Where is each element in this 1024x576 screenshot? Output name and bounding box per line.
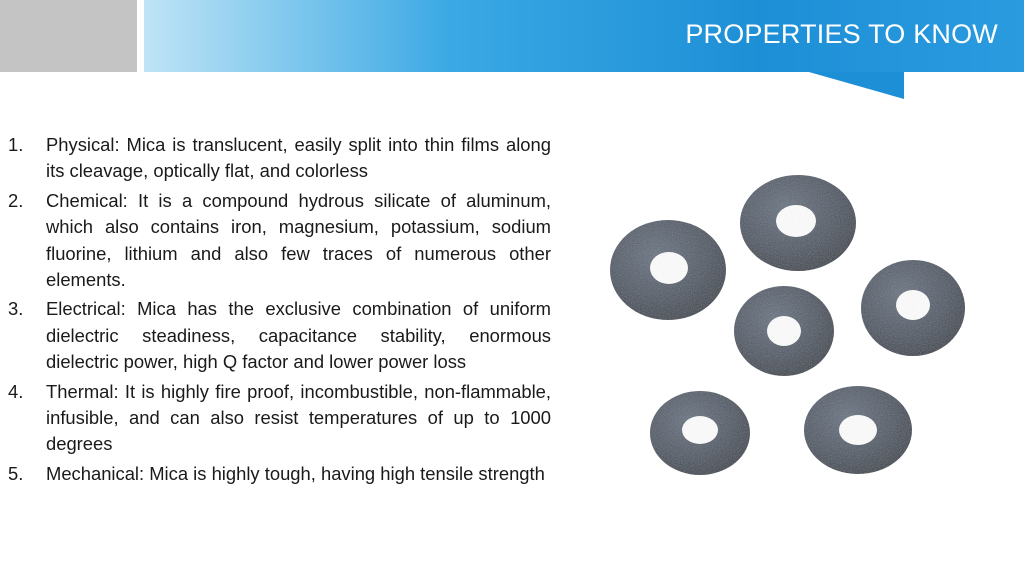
list-item-number: 4. bbox=[8, 380, 24, 402]
washer bbox=[734, 286, 834, 376]
list-item-number: 3. bbox=[8, 298, 24, 320]
header-tab-shape bbox=[144, 0, 1024, 100]
washer bbox=[740, 175, 856, 271]
list-item bbox=[8, 461, 551, 487]
list-item bbox=[8, 188, 551, 294]
mica-washers-photo bbox=[586, 150, 986, 480]
washer bbox=[610, 220, 726, 320]
list-item bbox=[8, 379, 551, 458]
list-item-text: Thermal: It is highly fire proof, incombustible, non-flammable, infusible, and can also resist temperatures of up to 1000 degrees bbox=[46, 380, 551, 455]
washer bbox=[861, 260, 965, 356]
list-item bbox=[8, 132, 551, 185]
list-item-text: Mechanical: Mica is highly tough, having high tensile strength bbox=[46, 462, 545, 484]
list-item-text: Physical: Mica is translucent, easily split into thin films along its cleavage, optically flat, and colorless bbox=[46, 134, 551, 182]
list-item-text: Electrical: Mica has the exclusive combination of uniform dielectric steadiness, capacitance stability, enormous dielectric power, high Q factor and lower power loss bbox=[46, 298, 551, 373]
list-item-number: 2. bbox=[8, 189, 24, 211]
properties-list bbox=[8, 132, 551, 490]
list-item bbox=[8, 296, 551, 375]
header-band bbox=[144, 0, 1024, 72]
list-item-number: 5. bbox=[8, 462, 24, 484]
header-gray-block bbox=[0, 0, 137, 72]
washer bbox=[650, 391, 750, 475]
page-title: PROPERTIES TO KNOW bbox=[685, 19, 998, 49]
list-item-text: Chemical: It is a compound hydrous silicate of aluminum, which also contains iron, magnesium, potassium, sodium fluorine, lithium and also few traces of numerous other elements. bbox=[46, 189, 551, 291]
washer bbox=[804, 386, 912, 474]
header-divider bbox=[137, 0, 144, 72]
list-item-number: 1. bbox=[8, 134, 24, 155]
